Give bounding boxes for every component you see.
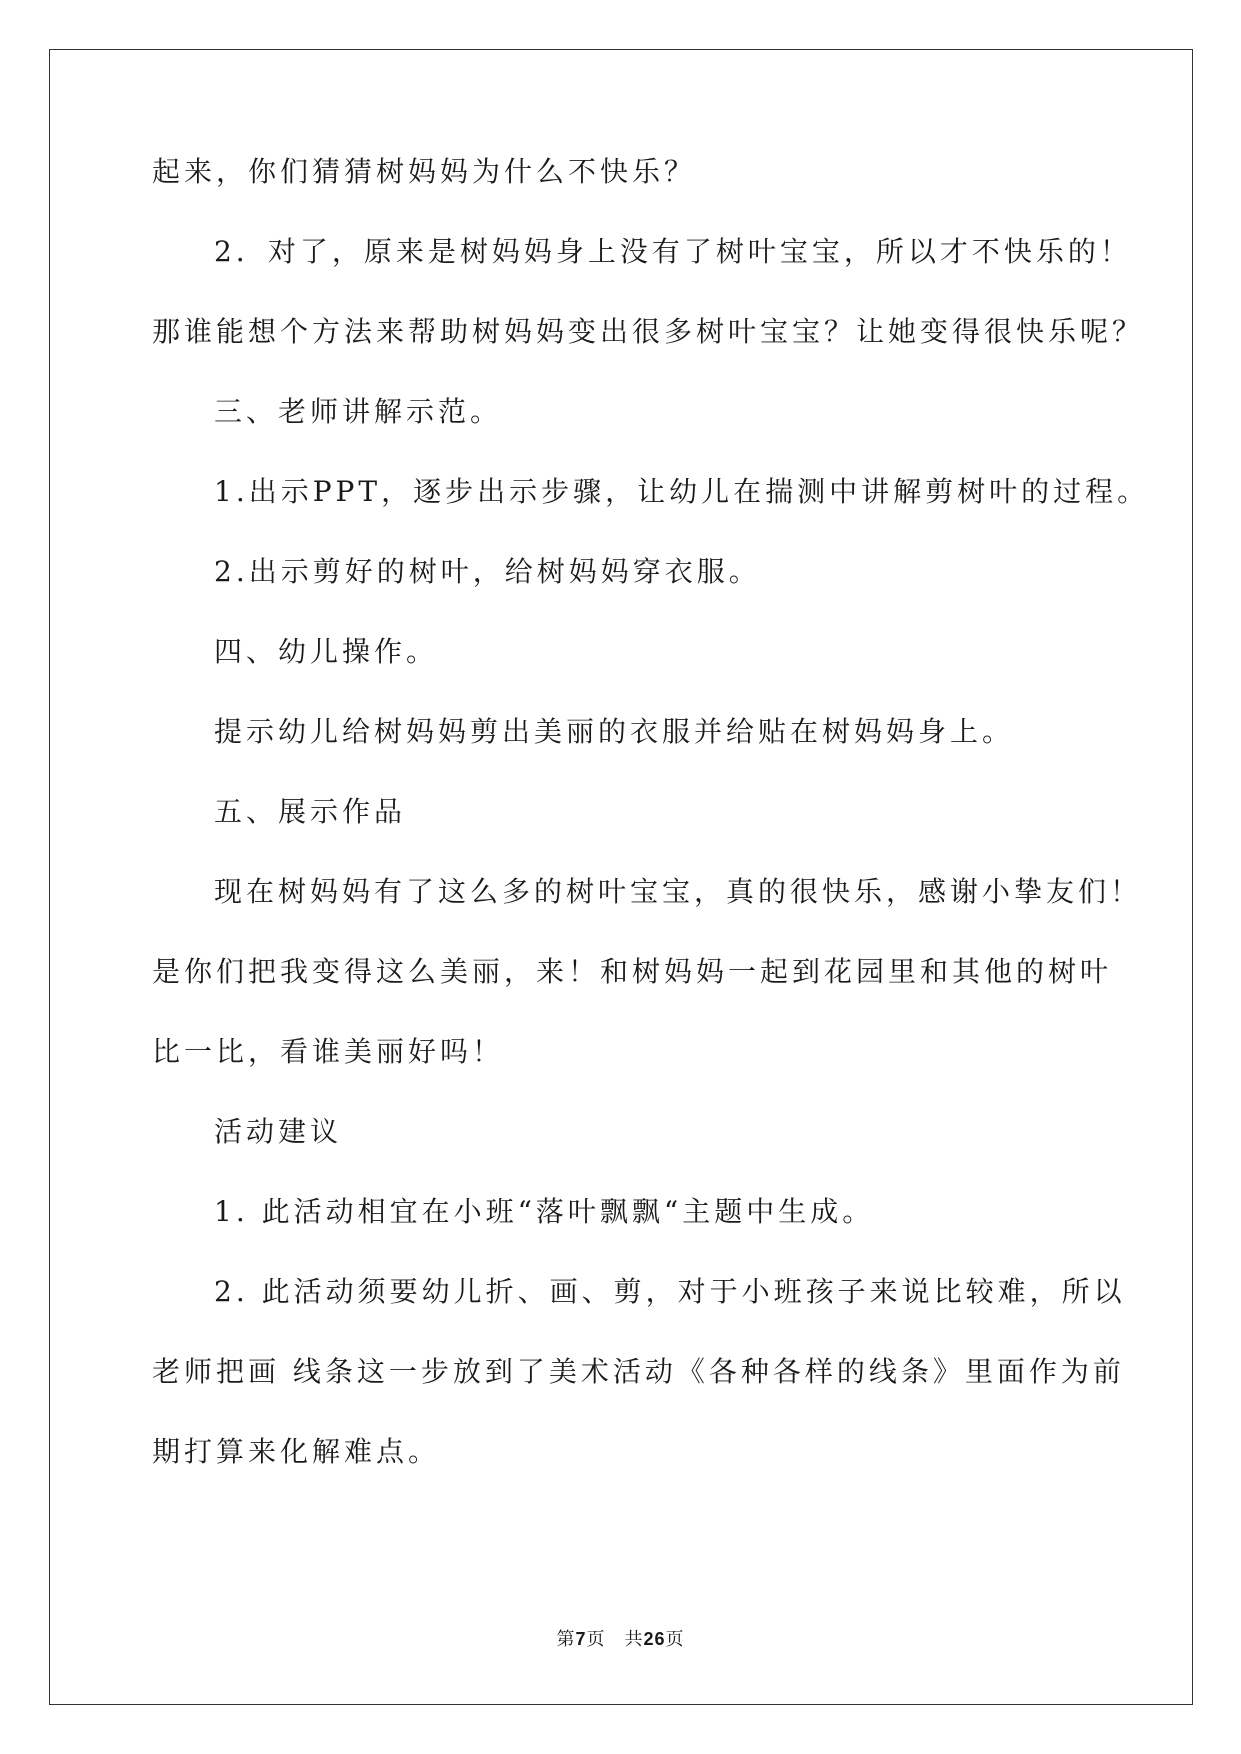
section-heading: 三、老师讲解示范。 xyxy=(214,395,503,428)
body-line: 起来，你们猜猜树妈妈为什么不快乐？ xyxy=(152,155,697,188)
total-page-number: 26 xyxy=(643,1629,666,1649)
body-line: 1.出示PPT，逐步出示步骤，让幼儿在揣测中讲解剪树叶的过程。 xyxy=(214,475,1150,508)
section-heading: 活动建议 xyxy=(214,1115,343,1148)
body-line: 现在树妈妈有了这么多的树叶宝宝，真的很快乐，感谢小挚友们！ xyxy=(214,875,1143,908)
body-line: 那谁能想个方法来帮助树妈妈变出很多树叶宝宝？让她变得很快乐呢？ xyxy=(152,315,1145,348)
footer-suffix: 页 xyxy=(665,1629,685,1650)
page-footer xyxy=(0,1625,1241,1651)
body-line: 提示幼儿给树妈妈剪出美丽的衣服并给贴在树妈妈身上。 xyxy=(214,715,1015,748)
body-line: 2. 此活动须要幼儿折、画、剪，对于小班孩子来说比较难，所以 xyxy=(214,1275,1126,1308)
section-heading: 五、展示作品 xyxy=(214,795,407,828)
section-heading: 四、幼儿操作。 xyxy=(214,635,439,668)
body-line: 比一比，看谁美丽好吗！ xyxy=(152,1035,505,1068)
body-line: 2．对了，原来是树妈妈身上没有了树叶宝宝，所以才不快乐的！ xyxy=(214,235,1132,268)
footer-prefix: 第 xyxy=(556,1629,576,1650)
body-line: 老师把画 线条这一步放到了美术活动《各种各样的线条》里面作为前 xyxy=(152,1355,1125,1388)
body-line: 期打算来化解难点。 xyxy=(152,1435,441,1468)
body-line: 2.出示剪好的树叶，给树妈妈穿衣服。 xyxy=(214,555,761,588)
body-line: 1. 此活动相宜在小班“落叶飘飘“主题中生成。 xyxy=(214,1195,875,1228)
current-page-number: 7 xyxy=(575,1629,587,1649)
body-line: 是你们把我变得这么美丽，来！和树妈妈一起到花园里和其他的树叶 xyxy=(152,955,1113,988)
footer-mid: 页 共 xyxy=(586,1629,644,1650)
